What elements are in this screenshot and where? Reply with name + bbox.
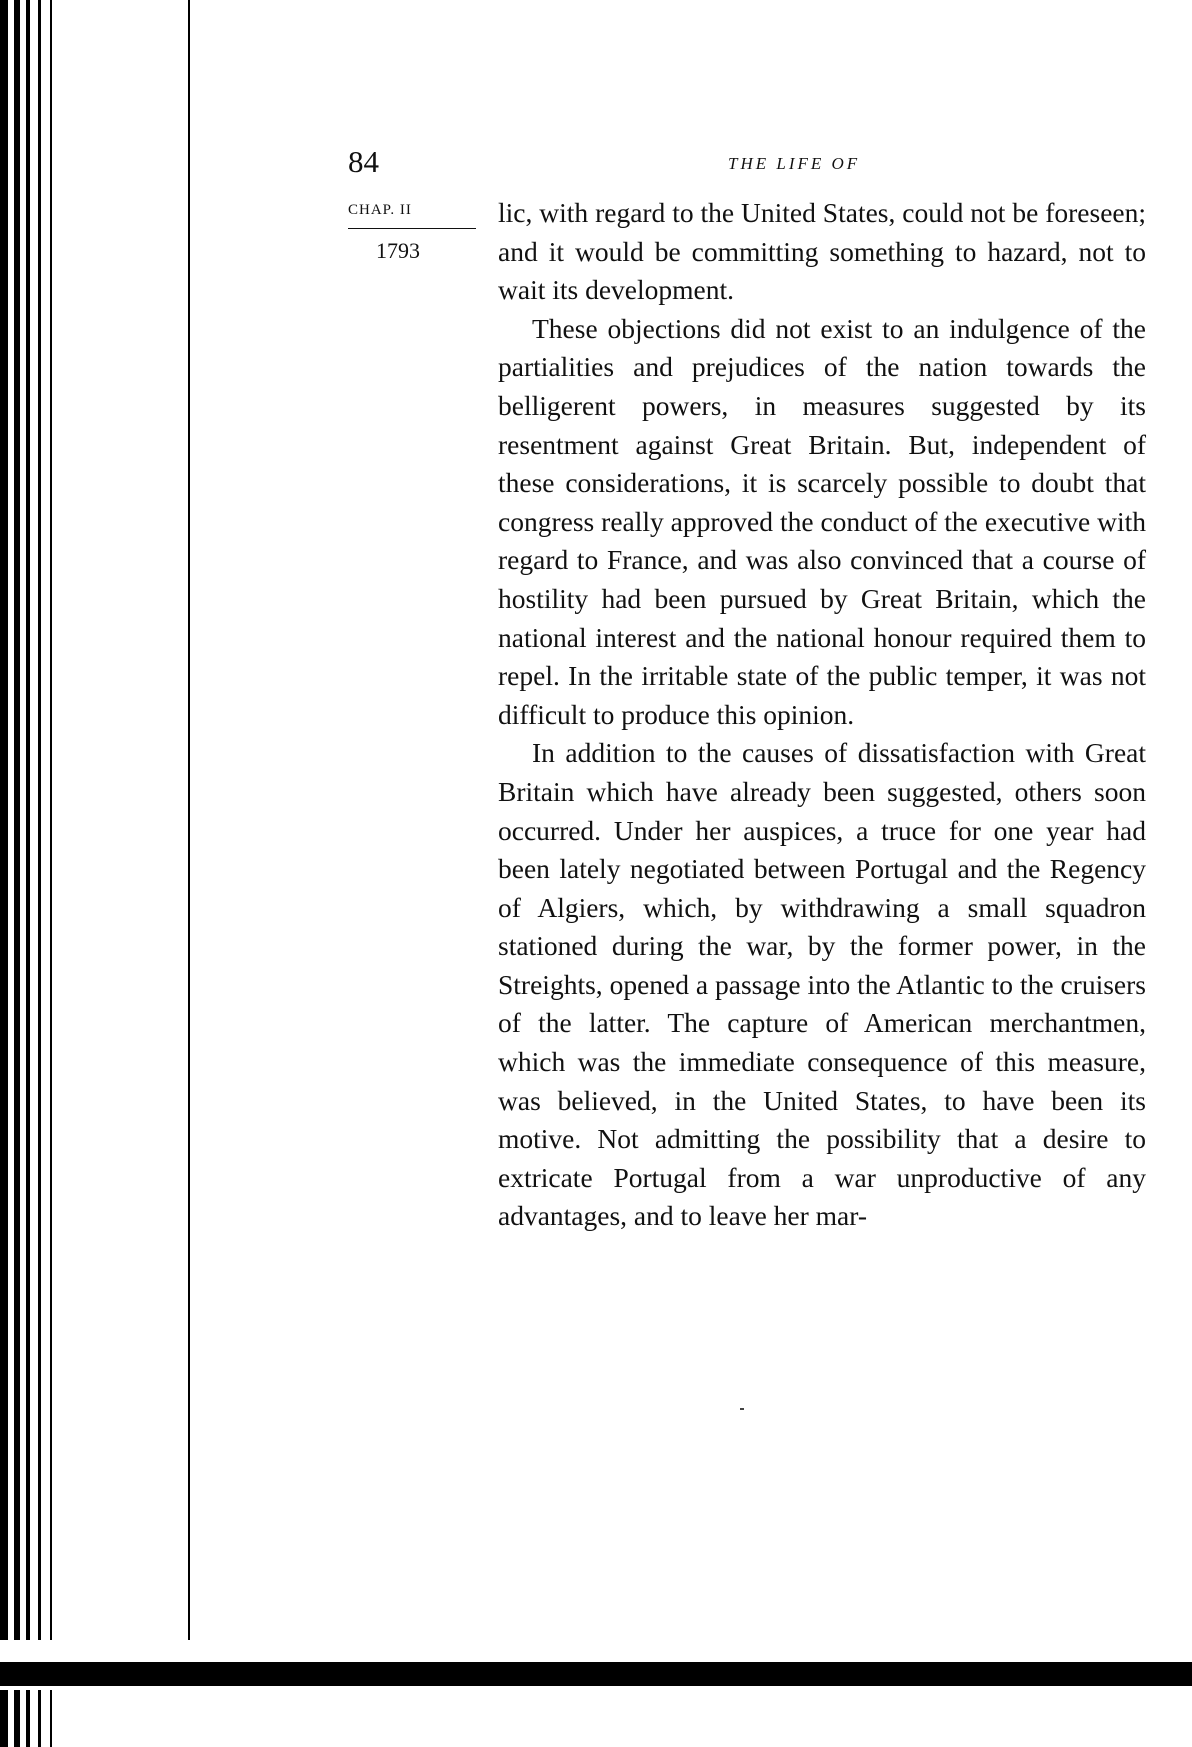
gutter-line [188,0,190,1655]
page-header [348,142,1148,182]
margin-note [348,196,476,265]
bottom-scan-edge [0,1640,1192,1690]
scan-speck [740,1408,744,1410]
page-number: 84 [348,144,379,179]
paragraph: These objections did not exist to an indulgence of the partialities and prejudices of the nation towards the belligerent powers, in measures suggested by its resentment against Great Britain. But, independent of these considerations, it is scarcely possible to doubt that congress really approved the conduct of the executive with regard to France, and was also convinced that a course of hostility had been pursued by Great Britain, which the national interest and the national honour required them to repel. In the irritable state of the public temper, it was not difficult to produce this opinion. [498,312,1146,730]
book-binding-edge [0,0,70,1747]
chapter-label: CHAP. II [348,202,412,218]
paragraph-continuation: lic, with regard to the United States, could not be foreseen; and it would be committing something to hazard, not to wait its development. [498,197,1146,306]
running-head: THE LIFE OF [728,154,861,173]
paragraph: In addition to the causes of dissatisfaction with Great Britain which have already been suggested, others soon occurred. Under her auspices, a truce for one year had been lately negotiated between Portugal and the Regency of Algiers, which, by withdrawing a small squadron stationed during the war, by the former power, in the Streights, opened a passage into the Atlantic to the cruisers of the latter. The capture of American merchantmen, which was the immediate consequence of this measure, was believed, in the United States, to have been its motive. Not admitting the possibility that a desire to extricate Portugal from a war unproductive of any advantages, and to leave her mar- [498,737,1146,1232]
body-text [498,194,1146,1236]
margin-rule [348,228,476,229]
year-label: 1793 [376,238,420,263]
